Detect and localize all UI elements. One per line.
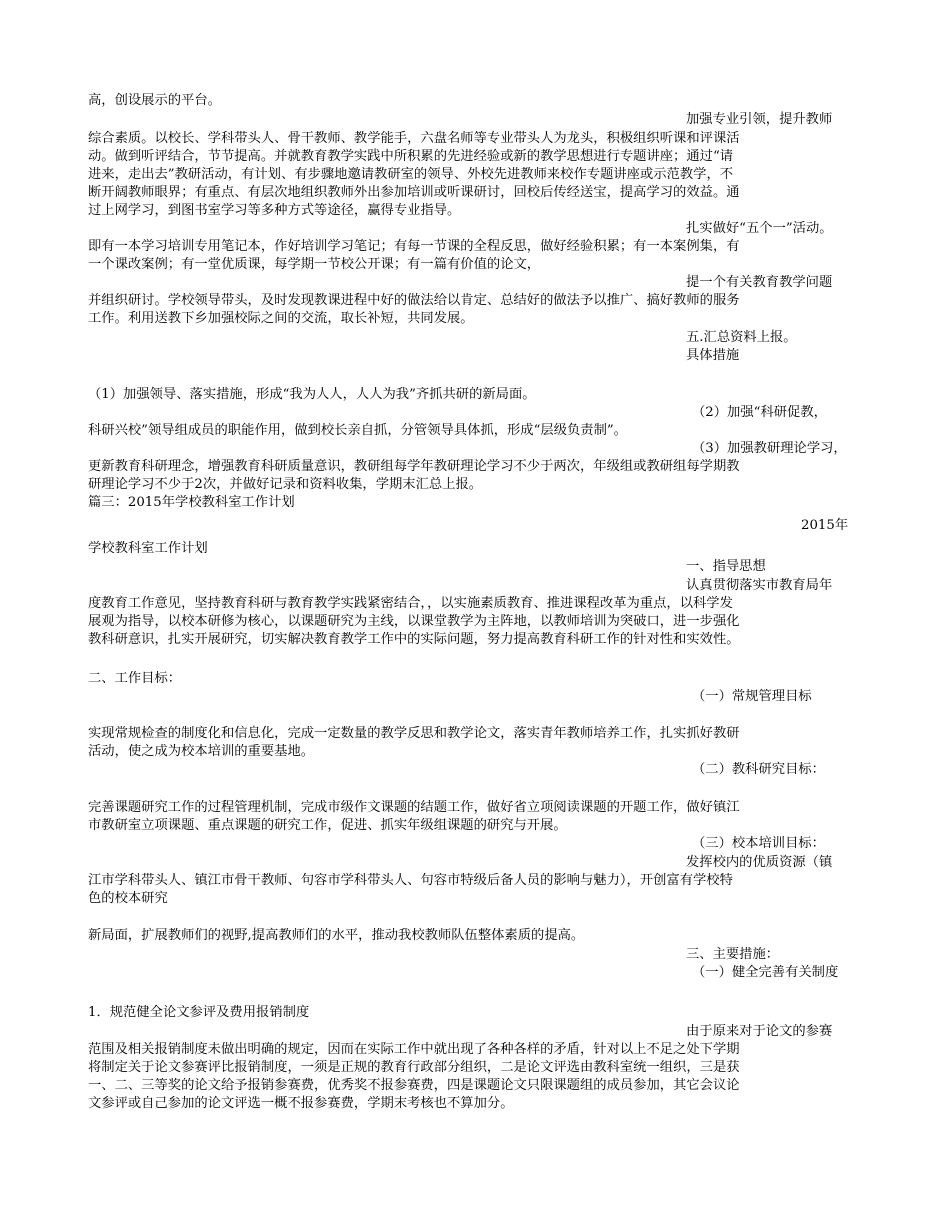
paragraph-line: 色的校本研究	[88, 891, 168, 906]
section-heading: 提一个有关教育教学问题	[686, 275, 833, 290]
paragraph-line: 工作。利用送教下乡加强校际之间的交流，取长补短，共同发展。	[88, 311, 474, 326]
paragraph-line: 一、二、三等奖的论文给予报销参赛费，优秀奖不报参赛费，四是课题论文只限课题组的成员参加，其它会议论	[88, 1078, 740, 1093]
paragraph-line: 高，创设展示的平台。	[88, 93, 221, 108]
paragraph-line: 将制定关于论文参赛评比报销制度，一须是正规的教育行政部分组织，二是论文评选由教科室统一组织，三是获	[88, 1060, 740, 1075]
paragraph-line: 一个课改案例；有一堂优质课，每学期一节校公开课；有一篇有价值的论文，	[88, 257, 541, 272]
paragraph-line: 文参评或自己参加的论文评选一概不报参赛费，学期末考核也不算加分。	[88, 1096, 514, 1111]
paragraph-line: 断开阔教师眼界；有重点、有层次地组织教师外出参加培训或听课研讨，回校后传经送宝，提高学习的效益。通	[88, 185, 740, 200]
paragraph-line: 江市学科带头人、镇江市骨干教师、句容市学科带头人、句容市特级后备人员的影响与魅力），开创富有学校特	[88, 873, 733, 888]
paragraph-line: 展观为指导，以校本研修为核心，以课题研究为主线，以课堂教学为主阵地，以教师培训为突破口，进一步强化	[88, 614, 740, 629]
paragraph-line: 度教育工作意见，坚持教育科研与教育教学实践紧密结合，，以实施素质教育、推进课程改革为重点，以科学发	[88, 596, 733, 611]
list-item: （2）加强“科研促教，	[692, 405, 827, 420]
paragraph-line: 综合素质。以校长、学科带头人、骨干教师、教学能手，六盘名师等专业带头人为龙头，积极组织听课和评课活	[88, 131, 740, 146]
paragraph-line: 市教研室立项课题、重点课题的研究工作，促进、抓实年级组课题的研究与开展。	[88, 818, 567, 833]
paragraph-line: 由于原来对于论文的参赛	[686, 1024, 833, 1039]
paragraph-line: 范围及相关报销制度未做出明确的规定，因而在实际工作中就出现了各种各样的矛盾，针对以上不足之处下学期	[88, 1042, 740, 1057]
subsection-heading: （一）健全完善有关制度	[692, 965, 839, 980]
paragraph-line: 完善课题研究工作的过程管理机制，完成市级作文课题的结题工作，做好省立项阅读课题的开题工作，做好镇江	[88, 800, 740, 815]
article-title: 篇三：2015年学校教科室工作计划	[88, 495, 295, 510]
subsection-heading: （一）常规管理目标	[692, 689, 812, 704]
paragraph-line: 认真贯彻落实市教育局年	[686, 578, 833, 593]
document-title: 学校教科室工作计划	[88, 541, 208, 556]
paragraph-line: 进来，走出去”教研活动，有计划、有步骤地邀请教研室的领导、外校先进教师来校作专题讲座或示范教学，不	[88, 167, 734, 182]
section-heading: 扎实做好“五个一”活动。	[686, 221, 833, 236]
list-item: （3）加强教研理论学习，	[692, 441, 847, 456]
subsection-heading: （三）校本培训目标：	[692, 836, 825, 851]
paragraph-line: 即有一本学习培训专用笔记本，作好培训学习笔记；有每一节课的全程反思，做好经验积累；有一本案例集，有	[88, 239, 740, 254]
section-heading: 五.汇总资料上报。	[686, 330, 797, 345]
section-heading: 三、主要措施：	[686, 947, 780, 962]
section-heading: 加强专业引领，提升教师	[686, 112, 833, 127]
paragraph-line: 发挥校内的优质资源（镇	[686, 855, 833, 870]
item-heading: 1．规范健全论文参评及费用报销制度	[88, 1005, 310, 1020]
paragraph-line: 新局面，扩展教师们的视野,提高教师们的水平，推动我校教师队伍整体素质的提高。	[88, 928, 585, 943]
section-heading: 一、指导思想	[686, 559, 766, 574]
section-heading: 具体措施	[686, 348, 740, 363]
paragraph-line: 更新教育科研理念，增强教育科研质量意识，教研组每学年教研理论学习不少于两次，年级组或教研组每学期教	[88, 459, 740, 474]
subsection-heading: （二）教科研究目标：	[692, 762, 825, 777]
paragraph-line: 教科研意识，扎实开展研究，切实解决教育教学工作中的实际问题，努力提高教育科研工作的针对性和实效性。	[88, 632, 740, 647]
paragraph-line: 实现常规检查的制度化和信息化，完成一定数量的教学反思和教学论文，落实青年教师培养工作，扎实抓好教研	[88, 726, 740, 741]
paragraph-line: 动。做到听评结合，节节提高。并就教育教学实践中所积累的先进经验或新的教学思想进行专题讲座；通过“请	[88, 149, 734, 164]
list-item: （1）加强领导、落实措施，形成“我为人人，人人为我”齐抓共研的新局面。	[88, 387, 536, 402]
paragraph-line: 研理论学习不少于2次，并做好记录和资料收集，学期末汇总上报。	[88, 477, 483, 492]
section-heading: 二、工作目标：	[88, 671, 182, 686]
paragraph-line: 活动，使之成为校本培训的重要基地。	[88, 744, 315, 759]
year-label: 2015年	[801, 518, 849, 533]
paragraph-line: 过上网学习，到图书室学习等多种方式等途径，赢得专业指导。	[88, 203, 461, 218]
paragraph-line: 科研兴校”领导组成员的职能作用，做到校长亲自抓，分管领导具体抓，形成“层级负责制”。	[88, 423, 627, 438]
paragraph-line: 并组织研讨。学校领导带头，及时发现教课进程中好的做法给以肯定、总结好的做法予以推广、搞好教师的服务	[88, 293, 740, 308]
